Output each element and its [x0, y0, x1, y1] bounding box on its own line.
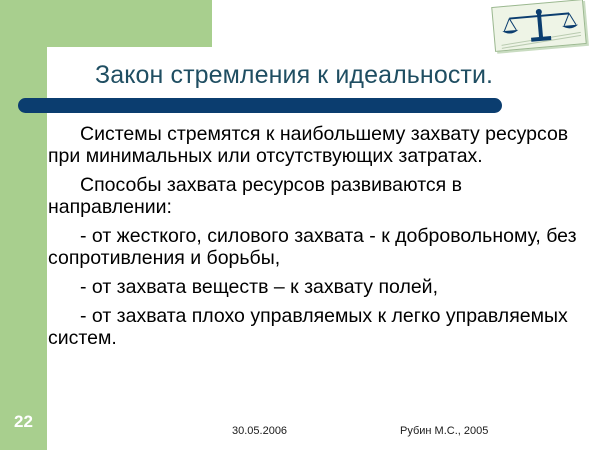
- slide-body: [48, 123, 588, 356]
- left-sidebar: [0, 0, 47, 450]
- footer-date: 30.05.2006: [232, 425, 288, 437]
- top-band: [0, 0, 212, 47]
- slide-number: 22: [14, 412, 33, 431]
- bullet-item-1: - от жесткого, силового захвата - к добровольному, без сопротивления и борьбы,: [48, 225, 577, 269]
- slide-title: Закон стремления к идеальности.: [95, 61, 494, 89]
- body-paragraph-1: Системы стремятся к наибольшему захвату ресурсов при минимальных или отсутствующих затратах.: [48, 123, 569, 167]
- title-underline-bar: [18, 98, 502, 113]
- body-paragraph-2: Способы захвата ресурсов развиваются в направлении:: [48, 174, 463, 218]
- bullet-item-2: - от захвата веществ – к захвату полей,: [80, 276, 438, 298]
- footer-author: Рубин М.С., 2005: [400, 425, 489, 437]
- balance-scale-icon: [492, 0, 588, 53]
- bullet-item-3: - от захвата плохо управляемых к легко управляемых систем.: [48, 305, 568, 349]
- logo: [491, 0, 587, 52]
